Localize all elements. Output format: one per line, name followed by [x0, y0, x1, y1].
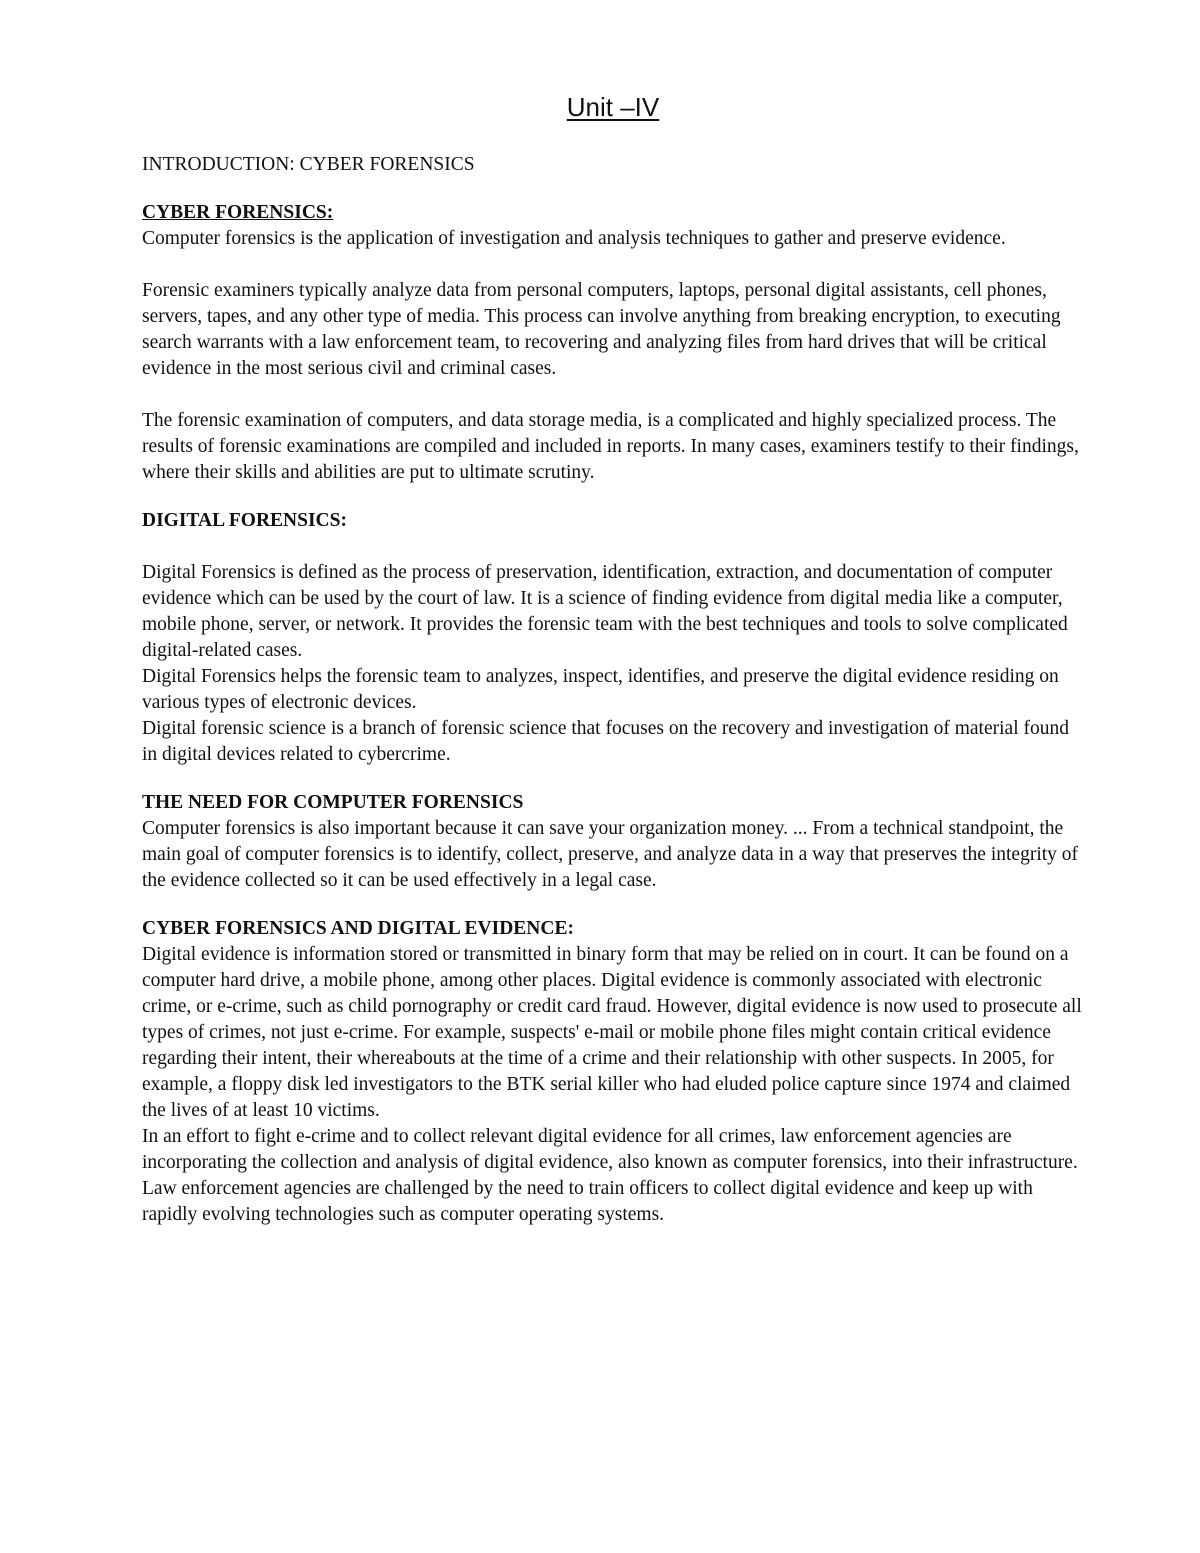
- digital-evidence-paragraph-2: In an effort to fight e-crime and to collect relevant digital evidence for all crimes, law enforcement agencies are incorporating the collection and analysis of digital evidence, also known as computer forensics, into their infrastructure. Law enforcement agencies are challenged by the need to train officers to collect digital evidence and keep up with rapidly evolving technologies such as computer operating systems.: [142, 1126, 1078, 1225]
- digital-forensics-heading: DIGITAL FORENSICS:: [142, 510, 347, 531]
- digital-forensics-paragraph-2: Digital Forensics helps the forensic team to analyzes, inspect, identifies, and preserve the digital evidence residing on various types of electronic devices.: [142, 666, 1059, 713]
- cyber-forensics-paragraph-1: Computer forensics is the application of investigation and analysis techniques to gather and preserve evidence.: [142, 228, 1006, 249]
- digital-evidence-heading: CYBER FORENSICS AND DIGITAL EVIDENCE:: [142, 918, 574, 939]
- digital-forensics-paragraph-1: Digital Forensics is defined as the process of preservation, identification, extraction, and documentation of computer evidence which can be used by the court of law. It is a science of finding evidence from digital media like a computer, mobile phone, server, or network. It provides the forensic team with the best techniques and tools to solve complicated digital-related cases.: [142, 562, 1068, 661]
- need-for-forensics-heading: THE NEED FOR COMPUTER FORENSICS: [142, 792, 524, 813]
- document-page: [142, 90, 1082, 1228]
- digital-forensics-section: [142, 508, 1082, 768]
- digital-forensics-paragraph-3: Digital forensic science is a branch of forensic science that focuses on the recovery and investigation of material found in digital devices related to cybercrime.: [142, 718, 1069, 765]
- intro-heading: INTRODUCTION: CYBER FORENSICS: [142, 154, 475, 175]
- cyber-forensics-paragraph-3: The forensic examination of computers, and data storage media, is a complicated and highly specialized process. The results of forensic examinations are compiled and included in reports. In many cases, examiners testify to their findings, where their skills and abilities are put to ultimate scrutiny.: [142, 410, 1079, 483]
- unit-title: Unit –IV: [566, 92, 660, 122]
- cyber-forensics-section: [142, 200, 1082, 486]
- need-for-forensics-section: [142, 790, 1082, 894]
- cyber-forensics-heading: CYBER FORENSICS:: [142, 202, 334, 223]
- digital-evidence-section: [142, 916, 1082, 1228]
- cyber-forensics-paragraph-2: Forensic examiners typically analyze data from personal computers, laptops, personal digital assistants, cell phones, servers, tapes, and any other type of media. This process can involve anything from breaking encryption, to executing search warrants with a law enforcement team, to recovering and analyzing files from hard drives that will be critical evidence in the most serious civil and criminal cases.: [142, 280, 1061, 379]
- digital-evidence-paragraph-1: Digital evidence is information stored or transmitted in binary form that may be relied on in court. It can be found on a computer hard drive, a mobile phone, among other places. Digital evidence is commonly associated with electronic crime, or e-crime, such as child pornography or credit card fraud. However, digital evidence is now used to prosecute all types of crimes, not just e-crime. For example, suspects' e-mail or mobile phone files might contain critical evidence regarding their intent, their whereabouts at the time of a crime and their relationship with other suspects. In 2005, for example, a floppy disk led investigators to the BTK serial killer who had eluded police capture since 1974 and claimed the lives of at least 10 victims.: [142, 944, 1082, 1121]
- need-for-forensics-paragraph: Computer forensics is also important because it can save your organization money. ... From a technical standpoint, the main goal of computer forensics is to identify, collect, preserve, and analyze data in a way that preserves the integrity of the evidence collected so it can be used effectively in a legal case.: [142, 818, 1079, 891]
